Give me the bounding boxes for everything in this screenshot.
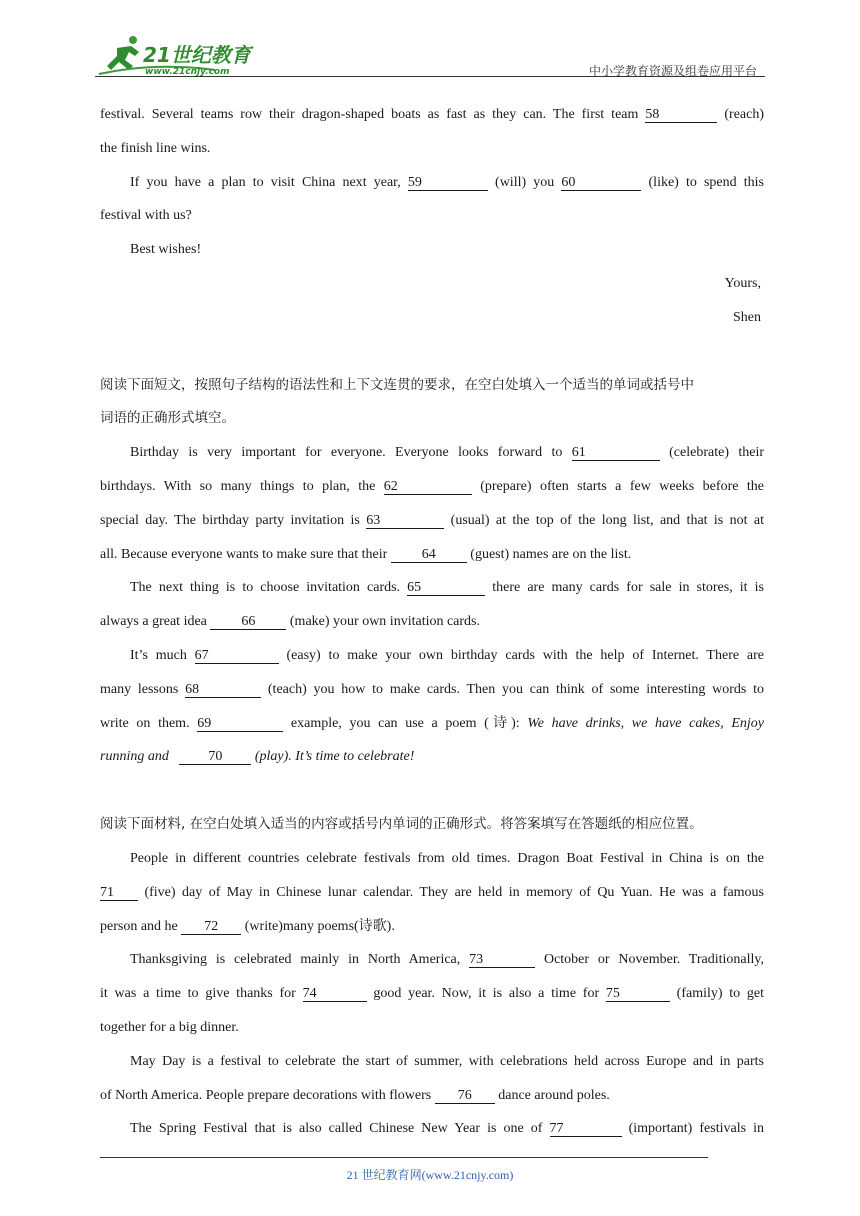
- page-header: [95, 34, 765, 76]
- blank-77[interactable]: 77: [550, 1121, 622, 1137]
- s2-line-4: all. Because everyone wants to make sure that their 64 (guest) names are on the list.: [100, 546, 632, 562]
- blank-60[interactable]: 60: [561, 175, 641, 191]
- blank-63[interactable]: 63: [366, 513, 444, 529]
- s2-line-7: It’s much 67 (easy) to make your own birthday cards with the help of Internet. There are: [130, 647, 764, 663]
- blank-58[interactable]: 58: [645, 107, 717, 123]
- s3-line-3: person and he 72 (write)many poems(诗歌).: [100, 918, 395, 934]
- blank-76[interactable]: 76: [435, 1088, 495, 1104]
- header-divider: [95, 76, 765, 77]
- p1-line-4: festival with us?: [100, 208, 192, 224]
- document-body: [100, 98, 764, 1146]
- s3-line-1: People in different countries celebrate festivals from old times. Dragon Boat Festival in China is on the: [130, 850, 764, 866]
- blank-68[interactable]: 68: [185, 682, 261, 698]
- s2-line-8: many lessons 68 (teach) you how to make cards. Then you can think of some interesting words to: [100, 681, 765, 697]
- closing-wishes: Best wishes!: [130, 242, 202, 258]
- logo-sub-text: www.21cnjy.com: [145, 67, 230, 76]
- section2-instruction-2: 词语的正确形式填空。: [100, 410, 235, 427]
- s2-line-10: running and 70 (play). It’s time to celebrate!: [100, 749, 415, 765]
- blank-66[interactable]: 66: [210, 614, 286, 630]
- platform-name: 中小学教育资源及组卷应用平台: [588, 64, 757, 78]
- p1-line-2: the finish line wins.: [100, 140, 211, 156]
- blank-74[interactable]: 74: [303, 986, 367, 1002]
- p1-line-1: festival. Several teams row their dragon-shaped boats as fast as they can. The first team 58 (reach): [100, 107, 765, 122]
- s2-line-6: always a great idea 66 (make) your own invitation cards.: [100, 614, 481, 630]
- s3-line-7: May Day is a festival to celebrate the start of summer, with celebrations held across Europe and in parts: [130, 1053, 764, 1069]
- closing-yours: Yours,: [724, 275, 761, 291]
- logo: [95, 34, 265, 76]
- blank-64[interactable]: 64: [391, 547, 467, 563]
- blank-65[interactable]: 65: [407, 580, 485, 596]
- s2-line-9: write on them. 69 example, you can use a poem (诗): We have drinks, we have cakes, Enjoy: [100, 715, 764, 731]
- blank-62[interactable]: 62: [384, 479, 472, 495]
- s3-line-6: together for a big dinner.: [100, 1019, 239, 1035]
- section2-instruction-1: 阅读下面短文，按照句子结构的语法性和上下文连贯的要求，在空白处填入一个适当的单词或括号中: [100, 376, 694, 393]
- closing-signature: Shen: [733, 309, 761, 325]
- blank-67[interactable]: 67: [195, 648, 279, 664]
- s3-line-5: it was a time to give thanks for 74 good year. Now, it is also a time for 75 (family) to get: [100, 986, 765, 1002]
- s2-line-5: The next thing is to choose invitation cards. 65 there are many cards for sale in stores, it is: [130, 580, 765, 596]
- s2-line-3: special day. The birthday party invitation is 63 (usual) at the top of the long list, and that is not at: [100, 512, 765, 528]
- blank-69[interactable]: 69: [197, 716, 283, 732]
- page-footer: 21 世纪教育网(www.21cnjy.com): [346, 1168, 514, 1182]
- section3-instruction: 阅读下面材料, 在空白处填入适当的内容或括号内单词的正确形式。将答案填写在答题纸的相应位置。: [100, 816, 703, 833]
- blank-75[interactable]: 75: [606, 986, 670, 1002]
- p1-line-3: If you have a plan to visit China next year, 59 (will) you 60 (like) to spend this: [130, 174, 764, 190]
- s3-line-2: 71 (five) day of May in Chinese lunar calendar. They are held in memory of Qu Yuan. He was a famous: [100, 884, 765, 900]
- blank-71[interactable]: 71: [100, 885, 138, 901]
- blank-72[interactable]: 72: [181, 919, 241, 935]
- s2-line-1: Birthday is very important for everyone. Everyone looks forward to 61 (celebrate) their: [130, 445, 765, 461]
- logo-main-text: 21世纪教育: [143, 43, 251, 67]
- s3-line-9: The Spring Festival that is also called Chinese New Year is one of 77 (important) festivals in: [130, 1121, 764, 1137]
- s3-line-4: Thanksgiving is celebrated mainly in North America, 73 October or November. Traditionally,: [130, 952, 764, 968]
- blank-70[interactable]: 70: [179, 749, 251, 765]
- s2-line-2: birthdays. With so many things to plan, the 62 (prepare) often starts a few weeks before the: [100, 478, 764, 494]
- s3-line-8: of North America. People prepare decorations with flowers 76 dance around poles.: [100, 1087, 610, 1103]
- blank-61[interactable]: 61: [572, 445, 660, 461]
- footer-divider: [100, 1157, 708, 1158]
- blank-59[interactable]: 59: [408, 175, 488, 191]
- blank-73[interactable]: 73: [469, 952, 535, 968]
